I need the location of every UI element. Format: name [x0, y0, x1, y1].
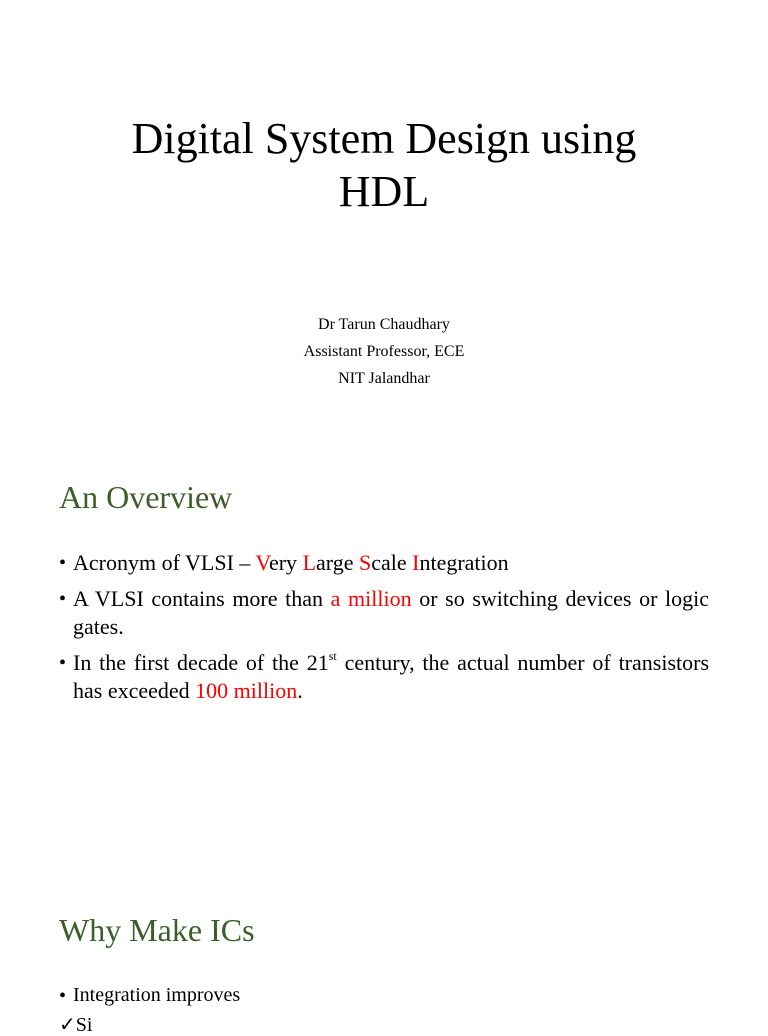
bullet-million-devices [59, 585, 709, 641]
bullet-dot-icon: • [59, 652, 67, 674]
million-highlight: a million [330, 586, 412, 611]
million-suffix: or so switching devices or logic gates. [73, 586, 710, 639]
acronym-letter-v: V [255, 550, 269, 575]
decade-prefix: In the first decade of the 21 [73, 650, 329, 675]
overview-slide [0, 432, 768, 864]
check-subitem-text: Si [75, 1014, 93, 1036]
overview-bullet-list [59, 549, 709, 713]
why-ics-heading: Why Make ICs [59, 912, 255, 948]
acronym-letter-s: S [358, 550, 372, 575]
bullet-integration-improves [59, 982, 709, 1009]
bullet-dot-icon: • [59, 985, 67, 1007]
why-ics-slide [0, 864, 768, 1036]
title-slide [0, 0, 768, 432]
checkmark-icon: ✓ [59, 1014, 76, 1036]
acronym-prefix: Acronym of VLSI – [73, 550, 256, 575]
decade-suffix: . [297, 678, 303, 703]
acronym-word-ntegration: ntegration [419, 550, 509, 575]
overview-heading: An Overview [59, 479, 233, 515]
ordinal-suffix: st [328, 649, 337, 663]
title-line-1: Digital System Design using [131, 114, 637, 163]
transistor-highlight: 100 million [195, 678, 298, 703]
title-line-2: HDL [338, 167, 430, 216]
decade-middle: century, the actual number of transistors has exceeded [73, 650, 710, 703]
why-ics-bullet-list [59, 982, 709, 1017]
author-name: Dr Tarun Chaudhary [318, 316, 450, 333]
bullet-dot-icon: • [59, 588, 67, 610]
million-prefix: A VLSI contains more than [73, 586, 331, 611]
acronym-letter-l: L [302, 550, 317, 575]
bullet-dot-icon: • [59, 552, 67, 574]
presentation-title [0, 112, 768, 218]
bullet-transistor-count [59, 649, 709, 705]
acronym-letter-i: I [412, 550, 420, 575]
author-block [0, 311, 768, 392]
acronym-word-ery: ery [268, 550, 303, 575]
integration-text: Integration improves [73, 984, 241, 1006]
author-position: Assistant Professor, ECE [303, 343, 465, 360]
acronym-word-cale: cale [371, 550, 413, 575]
check-subitem [59, 1014, 92, 1036]
author-institute: NIT Jalandhar [338, 370, 430, 387]
acronym-word-arge: arge [316, 550, 359, 575]
bullet-vlsi-acronym [59, 549, 709, 577]
